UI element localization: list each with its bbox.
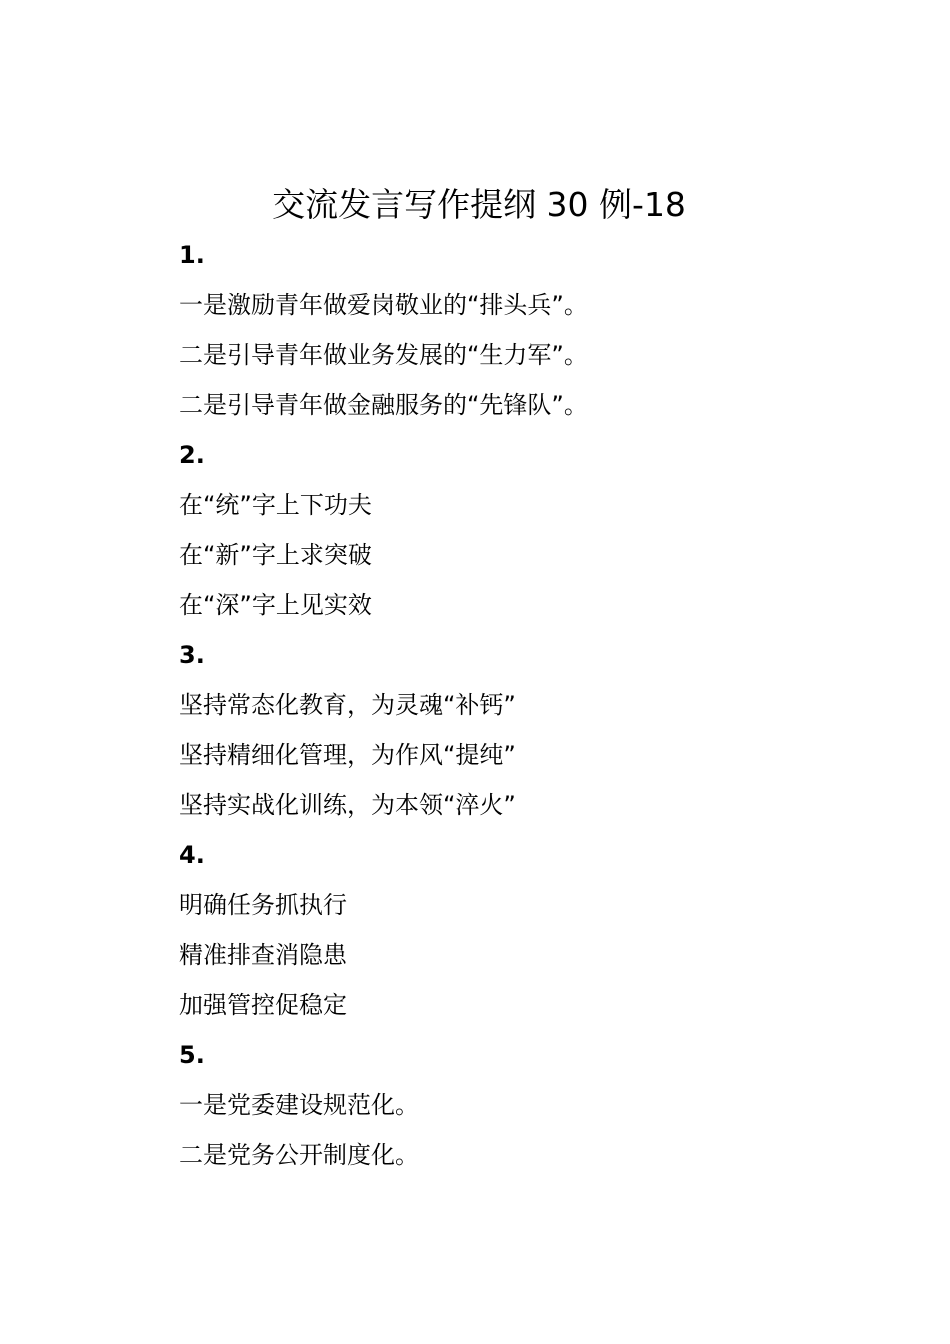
section-2	[179, 430, 879, 630]
section-1	[179, 230, 879, 430]
outline-item: 二是引导青年做业务发展的“生力军”。	[179, 341, 588, 369]
outline-item: 坚持常态化教育，为灵魂“补钙”	[179, 691, 516, 719]
outline-item: 在“统”字上下功夫	[179, 491, 372, 519]
section-3	[179, 630, 879, 830]
outline-item: 在“新”字上求突破	[179, 541, 372, 569]
section-number: 5.	[179, 1041, 205, 1069]
document-title: 交流发言写作提纲 30 例-18	[272, 185, 686, 224]
section-4	[179, 830, 879, 1030]
section-number: 3.	[179, 641, 205, 669]
section-number: 2.	[179, 441, 205, 469]
outline-item: 坚持实战化训练，为本领“淬火”	[179, 791, 516, 819]
outline-item: 一是党委建设规范化。	[179, 1091, 419, 1119]
outline-item: 明确任务抓执行	[179, 891, 347, 919]
outline-item: 坚持精细化管理，为作风“提纯”	[179, 741, 516, 769]
section-5	[179, 1030, 879, 1180]
document-body	[179, 230, 879, 1180]
outline-item: 一是激励青年做爱岗敬业的“排头兵”。	[179, 291, 588, 319]
outline-item: 在“深”字上见实效	[179, 591, 372, 619]
outline-item: 精准排查消隐患	[179, 941, 347, 969]
outline-item: 加强管控促稳定	[179, 991, 347, 1019]
outline-item: 二是党务公开制度化。	[179, 1141, 419, 1169]
outline-item: 二是引导青年做金融服务的“先锋队”。	[179, 391, 588, 419]
section-number: 4.	[179, 841, 205, 869]
section-number: 1.	[179, 241, 205, 269]
